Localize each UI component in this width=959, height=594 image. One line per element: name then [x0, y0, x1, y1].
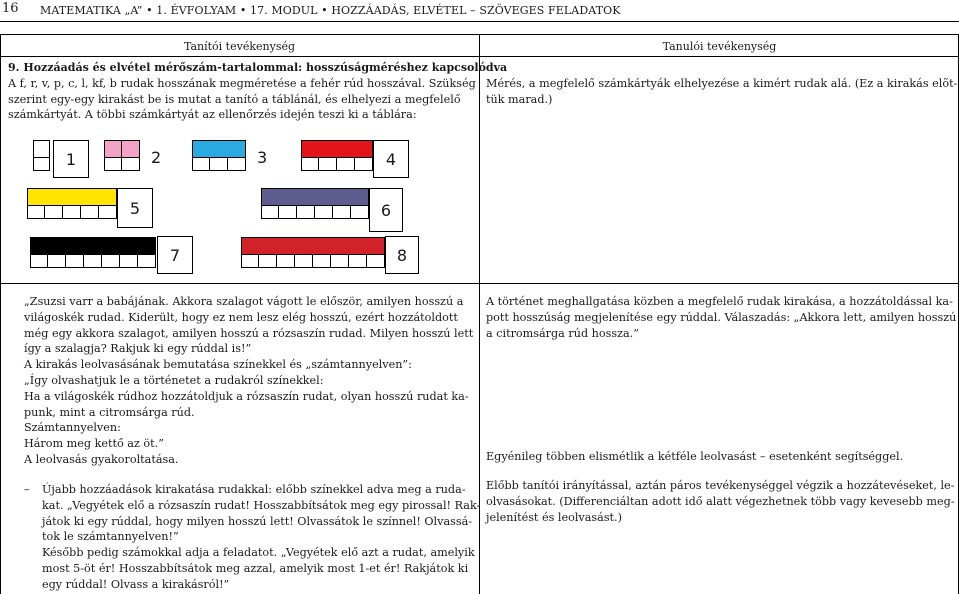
number-card-1: 1 — [53, 140, 89, 178]
header-rule — [0, 21, 959, 22]
text-line: kat. „Vegyétek elő a rózsaszín rudat! Hosszabbítsátok meg egy pirossal! Rak- — [42, 498, 481, 512]
number-label-2: 2 — [151, 148, 162, 167]
number-card-7: 7 — [157, 236, 193, 274]
text-line: Három meg kettő az öt.” — [24, 437, 164, 451]
section2-teacher-text — [24, 294, 473, 468]
rod-blue-cells — [192, 157, 246, 171]
text-line: most 5-öt ér! Hosszabbítsátok meg azzal, amelyik most 1-et ér! Rakjátok ki — [42, 561, 469, 575]
number-card-8: 8 — [385, 236, 419, 274]
text-line: A f, r, v, p, c, l, kf, b rudak hosszának megméretése a fehér rúd hosszával. Szükség — [8, 76, 476, 90]
text-line: Mérés, a megfelelő számkártyák elhelyezése a kimért rudak alá. (Ez a kirakás elõt- — [486, 77, 958, 90]
text-line: A kirakás leolvasásának bemutatása színekkel és „számtannyelven”: — [24, 358, 412, 372]
rod-white-lower — [33, 157, 50, 171]
left-column-heading: Tanítói tevékenység — [183, 40, 296, 53]
number-card-5: 5 — [117, 188, 153, 228]
text-line: Ha a világoskék rúdhoz hozzátoldjuk a rózsaszín rudat, olyan hosszú rudat ka- — [24, 389, 469, 403]
rod-pink — [104, 140, 140, 158]
text-line: „Zsuzsi varr a babájának. Akkora szalagot vágott le először, amilyen hosszú a — [24, 295, 464, 308]
rod-yellow-cells — [27, 205, 117, 219]
text-line: Számtannyelven: — [24, 421, 121, 435]
text-line: világoskék rudad. Kiderült, hogy ez nem lesz elég hosszú, ezért hozzátoldott — [24, 310, 458, 324]
rod-blue — [192, 140, 246, 158]
text-line: Újabb hozzáadások kirakatása rudakkal: előbb színekkel adva meg a ruda- — [42, 483, 466, 496]
number-card-6: 6 — [369, 188, 403, 232]
text-line: pott hosszúság megjelenítése egy rúddal. Válaszadás: „Akkora lett, amilyen hosszú — [486, 310, 957, 324]
table-left-border — [0, 34, 1, 594]
rod-brown — [241, 237, 385, 255]
running-title: MATEMATIKA „A” • 1. ÉVFOLYAM • 17. MODUL • HOZZÁADÁS, ELVÉTEL – SZÖVEGES FELADATOK — [40, 4, 621, 17]
text-line: A történet meghallgatása közben a megfelelő rudak kirakása, a hozzátoldással ka- — [486, 295, 953, 308]
page-number: 16 — [2, 1, 19, 16]
section1-student-text — [486, 76, 957, 108]
rod-pink-cells — [104, 157, 140, 171]
rod-purple-cells — [261, 205, 369, 219]
text-line: punk, mint a citromsárga rúd. — [24, 405, 195, 419]
text-line: Egyénileg többen elismétlik a kétféle leolvasást – esetenként segítséggel. — [486, 450, 904, 463]
section2-student-text — [486, 294, 956, 341]
rod-black-cells — [30, 254, 156, 268]
section2-student-text-b — [486, 449, 903, 465]
section1-title: 9. Hozzáadás és elvétel mérőszám-tartalommal: hosszúságméréshez kapcsolódva — [8, 61, 508, 74]
rod-brown-cells — [241, 254, 385, 268]
rod-yellow — [27, 188, 117, 206]
text-line: olvasásokat. (Differenciáltan adott idő alatt végezhetnek több vagy kevesebb meg- — [486, 494, 955, 508]
rod-black — [30, 237, 156, 255]
text-line: Később pedig számokkal adja a feladatot. „Vegyétek elő azt a rudat, amelyik — [42, 546, 475, 560]
right-column-heading: Tanulói tevékenység — [662, 40, 777, 53]
text-line: a citromsárga rúd hossza.” — [486, 326, 639, 340]
rod-white — [33, 140, 50, 158]
section3-student-text — [486, 478, 955, 525]
rod-purple — [261, 188, 369, 206]
number-card-4: 4 — [373, 140, 409, 178]
text-line: A leolvasás gyakoroltatása. — [24, 452, 179, 466]
text-line: még egy akkora szalagot, amilyen hosszú a rózsaszín rudad. Milyen hosszú lett — [24, 326, 474, 340]
text-line: így a szalagja? Rakjuk ki egy rúddal is!” — [24, 342, 252, 356]
section3-teacher-text — [42, 482, 480, 593]
list-dash: – — [24, 483, 30, 496]
number-label-3: 3 — [257, 148, 268, 167]
text-line: tok le számtannyelven!” — [42, 530, 179, 544]
section1-teacher-text — [8, 60, 507, 123]
text-line: „Így olvashatjuk le a történetet a rudakról színekkel: — [24, 373, 324, 387]
rod-red-cells — [301, 157, 373, 171]
text-line: szerint egy-egy kirakást be is mutat a tanító a táblánál, és elhelyezi a megfelelő — [8, 92, 461, 106]
text-line: jelenítést és leolvasást.) — [486, 510, 622, 524]
text-line: tük marad.) — [486, 92, 553, 106]
text-line: játok ki egy rúddal, hogy milyen hosszú lett! Olvassátok le színnel! Olvassá- — [42, 514, 473, 528]
text-line: Előbb tanítói irányítással, aztán páros tevékenységgel végzik a hozzátevéseket, le- — [486, 479, 955, 492]
text-line: egy rúddal! Olvass a kirakásról!” — [42, 577, 230, 591]
rod-red — [301, 140, 373, 158]
page-header — [0, 0, 959, 28]
text-line: számkártyát. A többi számkártyát az ellenőrzés idején teszi ki a táblára: — [8, 108, 417, 122]
